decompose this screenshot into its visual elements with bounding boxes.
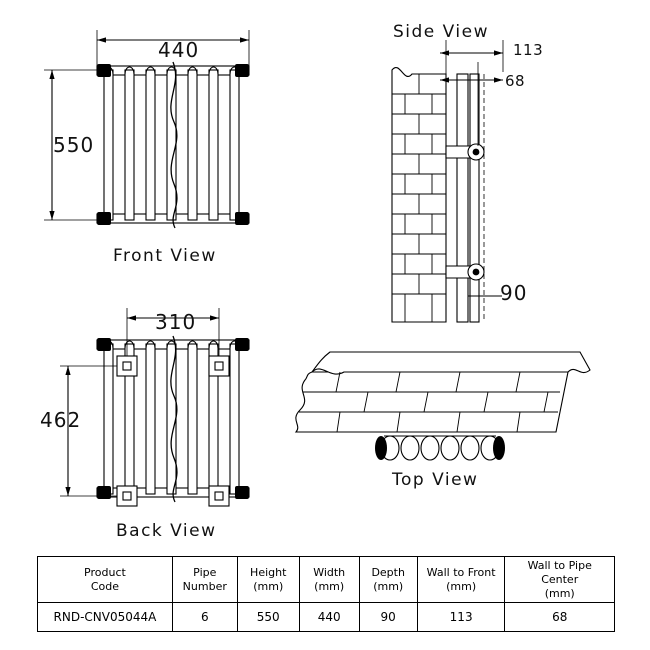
top-view-drawing xyxy=(296,352,590,460)
side-view-wall-to-front-dimension: 113 xyxy=(513,41,544,59)
cell-depth: 90 xyxy=(359,603,417,632)
cell-height: 550 xyxy=(237,603,299,632)
specification-table xyxy=(37,556,615,632)
table-header-row xyxy=(38,557,615,603)
header-height: Height (mm) xyxy=(237,557,299,603)
back-view-bracket-width-dimension: 310 xyxy=(155,310,197,334)
back-view-title: Back View xyxy=(116,521,217,541)
cell-wall-to-front: 113 xyxy=(417,603,505,632)
front-view-title: Front View xyxy=(113,246,217,266)
side-view-depth-dimension: 90 xyxy=(500,281,528,305)
header-product-code: Product Code xyxy=(38,557,173,603)
header-depth: Depth (mm) xyxy=(359,557,417,603)
header-pipe-number: Pipe Number xyxy=(172,557,237,603)
cell-pipe-number: 6 xyxy=(172,603,237,632)
side-view-wall-to-pipe-dimension: 68 xyxy=(505,72,526,90)
table-row xyxy=(38,603,615,632)
cell-product-code: RND-CNV05044A xyxy=(38,603,173,632)
side-view-title: Side View xyxy=(393,22,490,42)
back-view-drawing xyxy=(60,308,249,506)
header-width: Width (mm) xyxy=(299,557,359,603)
header-wall-to-pipe-center: Wall to Pipe Center (mm) xyxy=(505,557,615,603)
front-view-height-dimension: 550 xyxy=(53,133,95,157)
front-view-width-dimension: 440 xyxy=(158,38,200,62)
cell-wall-to-pipe-center: 68 xyxy=(505,603,615,632)
top-view-title: Top View xyxy=(392,470,479,490)
side-view-drawing xyxy=(392,40,503,322)
cell-width: 440 xyxy=(299,603,359,632)
header-wall-to-front: Wall to Front (mm) xyxy=(417,557,505,603)
back-view-bracket-height-dimension: 462 xyxy=(40,408,82,432)
front-view-drawing xyxy=(44,30,249,228)
